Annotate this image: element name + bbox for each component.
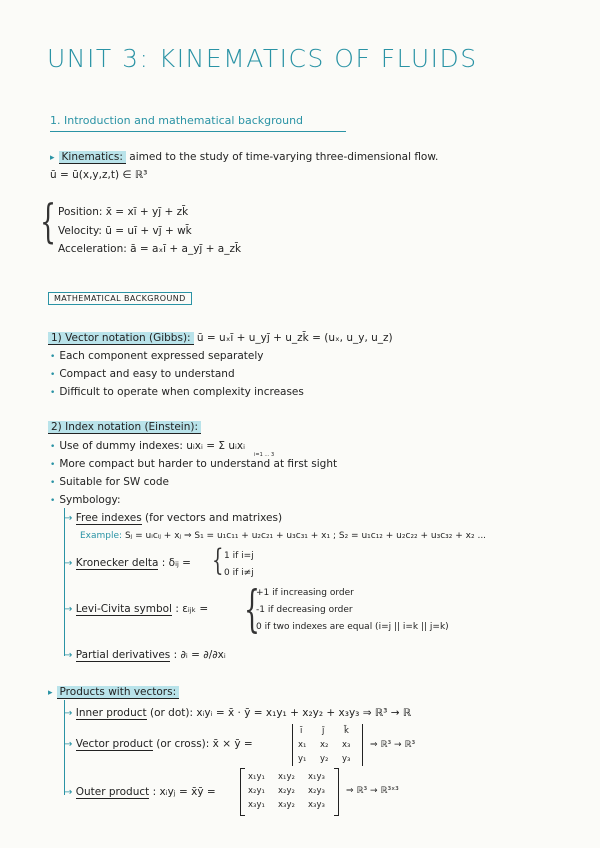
kronecker-case: 1 if i=j <box>224 551 254 561</box>
triangle-bullet-icon: ▸ <box>48 688 53 698</box>
velocity-field: ū = ū(x,y,z,t) ∈ ℝ³ <box>50 169 148 181</box>
curly-brace: { <box>212 543 224 578</box>
outer-product-line <box>64 786 216 798</box>
arrow-right-icon: → <box>64 604 73 615</box>
outer-product-label: Outer product <box>75 786 150 798</box>
kinematics-text: aimed to the study of time-varying three-dimensional flow. <box>129 151 439 163</box>
example-line <box>80 531 486 541</box>
outer-product-result: ⇒ ℝ³ → ℝ³ˣ³ <box>346 786 399 796</box>
kronecker-label: Kronecker delta <box>75 557 159 569</box>
curly-brace: { <box>40 194 57 248</box>
inner-product-text: (or dot): xᵢyᵢ = x̄ · ȳ = x₁y₁ + x₂y₂ + x₃y₃ ⇒ ℝ³ → ℝ <box>149 707 412 719</box>
example-text: Sⱼ = uᵢcᵢⱼ + xⱼ ⇒ S₁ = u₁c₁₁ + u₂c₂₁ + u₃c₃₁ + x₁ ; S₂ = u₁c₁₂ + u₂c₂₂ + u₃c₃₂ + x₂ ... <box>124 531 487 541</box>
vector-product-result: ⇒ ℝ³ → ℝ³ <box>370 740 416 750</box>
products-line <box>48 686 179 698</box>
list-item: • Each component expressed separately <box>50 350 264 362</box>
kronecker-case: 0 if i≠j <box>224 568 254 578</box>
heading-underline <box>50 131 346 132</box>
vector-product-line <box>64 738 253 750</box>
partial-symbol: : ∂ᵢ = ∂/∂xᵢ <box>173 649 226 661</box>
vector-notation-formula: ū = uₓī + u_yj̄ + u_zk̄ = (uₓ, u_y, u_z) <box>196 332 393 344</box>
vector-product-label: Vector product <box>75 738 153 750</box>
triangle-bullet-icon: ▸ <box>50 153 55 163</box>
kronecker-line <box>64 557 191 569</box>
arrow-right-icon: → <box>64 787 73 798</box>
free-indexes-line <box>64 512 282 524</box>
tree-line <box>64 508 65 656</box>
vector-product-matrix: ī j̄ k̄ x₁ x₂ x₃ y₁ y₂ y₃ <box>298 726 351 764</box>
matrix-bracket <box>240 768 245 816</box>
curly-brace: { <box>244 580 260 638</box>
outer-product-text: : xᵢyⱼ = x̄ȳ = <box>152 786 216 798</box>
kinematics-line <box>50 151 438 163</box>
page-title: UNIT 3: KINEMATICS OF FLUIDS <box>47 44 478 73</box>
kronecker-symbol: : δᵢⱼ = <box>161 557 191 569</box>
levi-case: 0 if two indexes are equal (i=j || i=k || j=k) <box>256 622 449 632</box>
section-heading-intro: 1. Introduction and mathematical background <box>50 114 304 127</box>
index-notation-line <box>48 421 201 433</box>
list-item: • Difficult to operate when complexity increases <box>50 386 304 398</box>
list-item: • Suitable for SW code <box>50 476 169 488</box>
velocity-eq: Velocity: ū = uī + vj̄ + wk̄ <box>58 225 192 237</box>
partial-label: Partial derivatives <box>75 649 171 661</box>
levi-line <box>64 603 208 615</box>
arrow-right-icon: → <box>64 708 73 719</box>
example-label: Example: <box>80 531 123 541</box>
index-notation-label: 2) Index notation (Einstein): <box>48 421 201 434</box>
sum-limits: i=1 … 3 <box>254 452 275 458</box>
arrow-right-icon: → <box>64 513 73 524</box>
vector-product-text: (or cross): x̄ × ȳ = <box>156 738 253 750</box>
inner-product-label: Inner product <box>75 707 147 719</box>
levi-label: Levi-Civita symbol <box>75 603 172 615</box>
levi-case: +1 if increasing order <box>256 588 354 598</box>
vector-notation-label: 1) Vector notation (Gibbs): <box>48 332 194 345</box>
vector-notation-line <box>48 332 393 344</box>
position-eq: Position: x̄ = xī + yj̄ + zk̄ <box>58 206 189 218</box>
free-indexes-label: Free indexes <box>75 512 142 524</box>
determinant-bar <box>292 724 293 766</box>
levi-case: -1 if decreasing order <box>256 605 353 615</box>
kinematics-label: Kinematics: <box>59 151 126 164</box>
levi-symbol: : εᵢⱼₖ = <box>175 603 209 615</box>
outer-product-matrix: x₁y₁ x₁y₂ x₁y₃ x₂y₁ x₂y₂ x₂y₃ x₃y₁ x₃y₂ x₃y₃ <box>248 772 325 810</box>
arrow-right-icon: → <box>64 650 73 661</box>
list-item: • Use of dummy indexes: uᵢxᵢ = Σ uᵢxᵢ <box>50 440 245 452</box>
arrow-right-icon: → <box>64 739 73 750</box>
free-indexes-note: (for vectors and matrixes) <box>145 512 283 524</box>
inner-product-line <box>64 707 411 719</box>
list-item: • Symbology: <box>50 494 121 506</box>
arrow-right-icon: → <box>64 558 73 569</box>
acceleration-eq: Acceleration: ā = aₓī + a_yj̄ + a_zk̄ <box>58 243 242 255</box>
list-item: • More compact but harder to understand at first sight <box>50 458 338 470</box>
partial-line <box>64 649 226 661</box>
list-item: • Compact and easy to understand <box>50 368 235 380</box>
math-background-box: MATHEMATICAL BACKGROUND <box>48 292 192 305</box>
determinant-bar <box>362 724 363 766</box>
products-label: Products with vectors: <box>57 686 180 699</box>
